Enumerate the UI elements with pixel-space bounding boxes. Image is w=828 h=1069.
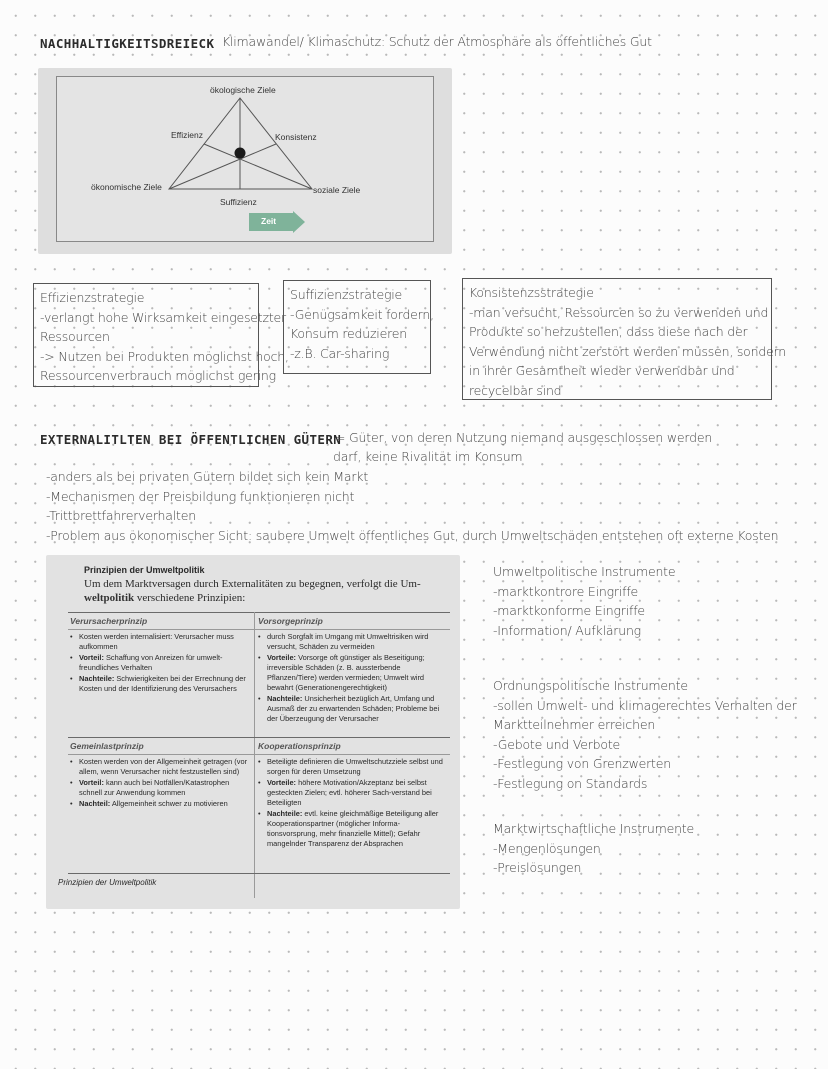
precautionary-bullet-2: • Vorteile: Vorsorge oft günstiger als Beseitigung; irreversible Schäden (z. B. aussterbende Pflanzen/Tiere) werden vermieden; Umwelt wird bewahrt (Generationengerechtigkeit)	[258, 653, 450, 693]
efficiency-line-1: Effizienzstrategie	[40, 290, 145, 305]
environmental-instrument-1: -marktkontrore Eingriffe	[493, 583, 639, 599]
consistency-line-6: recycelbar sind	[469, 382, 562, 398]
time-arrow-icon	[249, 211, 305, 233]
table-center-divider	[254, 612, 255, 898]
regulatory-instrument-5: -Festlegung on Standards	[493, 775, 648, 791]
principles-intro-line-2	[84, 591, 444, 605]
market-instruments-title: Marktwirtschaftliche Instrumente	[493, 821, 694, 836]
cooperation-bullet-1: • Beteiligte definieren die Umweltschutzziele selbst und sorgen für deren Umsetzung	[258, 757, 450, 777]
polluter-pays-bullet-2: • Vorteil: Schaffung von Anreizen für umwelt-freundliches Verhalten	[70, 653, 250, 673]
regulatory-instrument-1: -sollen Umwelt- und klimagerechtes Verhalten der	[493, 697, 797, 713]
common-burden-bullet-2: • Vorteil: kann auch bei Notfällen/Katastrophen schnell zur Anwendung kommen	[70, 778, 250, 798]
principles-intro	[84, 577, 444, 605]
consistency-line-2: -man versucht, Ressourcen so zu verwenden und	[469, 304, 769, 320]
externality-point-3: -Trittbrettfahrerverhalten	[46, 508, 196, 523]
polluter-pays-bullets	[70, 632, 250, 694]
triangle-median-left	[169, 144, 276, 189]
table-middle-rule	[68, 737, 450, 738]
efficiency-line-3: Ressourcen	[40, 329, 110, 344]
label-economic-goals: ökonomische Ziele	[91, 182, 162, 192]
precautionary-heading: Vorsorgeprinzip	[258, 616, 323, 626]
label-ecological-goals: ökologische Ziele	[210, 85, 276, 95]
polluter-pays-bullet-1: • Kosten werden internalisiert: Verursacher muss aufkommen	[70, 632, 250, 652]
common-burden-principle	[70, 741, 250, 810]
externality-point-2: -Mechanismen der Preisbildung funktionieren nicht	[46, 488, 355, 504]
common-burden-bullet-3: • Nachteil: Allgemeinheit schwer zu motivieren	[70, 799, 250, 809]
label-efficiency: Effizienz	[171, 130, 203, 140]
consistency-line-3: Produkte so herzustellen, dass diese nach der	[469, 324, 748, 339]
cooperation-bullets	[258, 757, 450, 849]
precautionary-bullets	[258, 632, 450, 724]
environmental-instruments	[493, 562, 675, 640]
precautionary-bullet-1: • durch Sorgfalt im Umgang mit Umweltrisiken wird versucht, Schäden zu vermeiden	[258, 632, 450, 652]
principles-intro-rest: verschiedene Prinzipien:	[134, 592, 246, 604]
common-burden-heading: Gemeinlastprinzip	[70, 741, 144, 751]
regulatory-instrument-4: -Festlegung von Grenzwerten	[493, 756, 671, 771]
market-instrument-2: -Preislösungen	[493, 860, 582, 875]
common-burden-bullets	[70, 757, 250, 809]
externalities-points	[46, 467, 778, 545]
market-instrument-1: -Mengenlösungen	[493, 840, 601, 856]
label-social-goals: soziale Ziele	[313, 185, 361, 195]
regulatory-instrument-2: Marktteilnehmer erreichen	[493, 717, 656, 732]
consistency-line-1: Konsistenzsstrategie	[469, 285, 594, 300]
polluter-pays-heading: Verursacherprinzip	[70, 616, 148, 626]
sufficiency-line-1: Suffizienzstrategie	[290, 287, 403, 302]
cooperation-bullet-3: • Nachteile: evtl. keine gleichmäßige Beteiligung aller Kooperationspartner (möglicher Informa-tionsvorsprung, mehr finanzielle Mittel); Gefahr mangelnder Transparenz der Absprachen	[258, 809, 450, 849]
efficiency-strategy-box	[33, 283, 289, 387]
polluter-pays-principle	[70, 616, 250, 695]
label-time: Zeit	[261, 216, 277, 226]
environmental-instrument-3: -Information/ Aufklärung	[493, 622, 641, 638]
sufficiency-line-2: -Genügsamkeit fordern,	[290, 306, 434, 322]
triangle-center-dot	[235, 148, 246, 159]
principles-intro-line-1: Um dem Marktversagen durch Externalitäten zu begegnen, verfolgt die Um-	[84, 578, 421, 590]
principles-title: Prinzipien der Umweltpolitik	[84, 565, 205, 575]
cooperation-bullet-2: • Vorteile: höhere Motivation/Akzeptanz bei selbst gesteckten Zielen; evtl. höherer Sach-verstand bei Beteiligten	[258, 778, 450, 808]
section-heading-externalities: EXTERNALITLTEN BEI ÖFFENTLICHEN GÜTERN	[40, 432, 342, 447]
efficiency-line-2: -verlangt hohe Wirksamkeit eingesetzter	[40, 309, 286, 325]
label-consistency: Konsistenz	[275, 132, 317, 142]
section-subtitle-climate: Klimawandel/ Klimaschutz: Schutz der Atmosphäre als öffentliches Gut	[222, 34, 652, 49]
precautionary-bullet-3: • Nachteile: Unsicherheit bezüglich Art, Umfang und Ausmaß der zu erwartenden Schäden; Probleme bei der Überzeugung der Verursacher	[258, 694, 450, 724]
polluter-pays-bullet-3: • Nachteile: Schwierigkeiten bei der Errechnung der Kosten und der Identifizierung des Verursachers	[70, 674, 250, 694]
cooperation-principle	[258, 741, 450, 850]
table-bottom-rule	[68, 873, 450, 874]
section-heading-sustainability: NACHHALTIGKEITSDREIECK	[40, 36, 215, 51]
sustainability-triangle-photo	[38, 68, 452, 254]
consistency-line-4: Verwendung nicht zerstört werden müssen, sondern	[469, 343, 787, 359]
externality-point-1: -anders als bei privaten Gütern bildet sich kein Markt	[46, 469, 369, 484]
sufficiency-line-3: Konsum reduzieren	[290, 326, 407, 341]
cooperation-heading: Kooperationsprinzip	[258, 741, 341, 751]
label-sufficiency: Suffizienz	[220, 197, 257, 207]
efficiency-line-4: -> Nutzen bei Produkten möglichst hoch,	[40, 348, 289, 364]
triangle-median-right	[204, 144, 312, 189]
externality-point-4: -Problem aus ökonomischer Sicht: saubere Umwelt öffentliches Gut, durch Umweltschäden entstehen oft externe Kosten	[46, 527, 779, 543]
environmental-instrument-2: -marktkonforme Eingriffe	[493, 603, 645, 618]
sufficiency-line-4: -z.B. Car-sharing	[290, 345, 390, 361]
regulatory-instruments	[493, 676, 797, 793]
regulatory-instrument-3: -Gebote und Verbote	[493, 736, 621, 752]
precautionary-principle	[258, 616, 450, 725]
principles-intro-bold: weltpolitik	[84, 592, 135, 604]
environmental-policy-principles-photo	[46, 555, 460, 909]
market-instruments	[493, 819, 694, 878]
efficiency-line-5: Ressourcenverbrauch möglichst gering	[40, 368, 276, 383]
environmental-instruments-title: Umweltpolitische Instrumente	[493, 564, 676, 579]
triangle-diagram	[38, 68, 452, 254]
principles-caption: Prinzipien der Umweltpolitik	[58, 878, 157, 887]
table-top-rule	[68, 612, 450, 613]
common-burden-bullet-1: • Kosten werden von der Allgemeinheit getragen (vor allem, wenn Verursacher nicht festzustellen sind)	[70, 757, 250, 777]
consistency-strategy-box	[462, 278, 787, 400]
consistency-line-5: in ihrer Gesamtheit wieder verwendbar und	[469, 363, 735, 378]
public-goods-definition-1: = Güter, von deren Nutzung niemand ausgeschlossen werden	[335, 430, 713, 445]
regulatory-instruments-title: Ordnungspolitische Instrumente	[493, 678, 688, 693]
public-goods-definition-2: darf, keine Rivalität im Konsum	[333, 449, 523, 464]
sufficiency-strategy-box	[283, 280, 434, 374]
